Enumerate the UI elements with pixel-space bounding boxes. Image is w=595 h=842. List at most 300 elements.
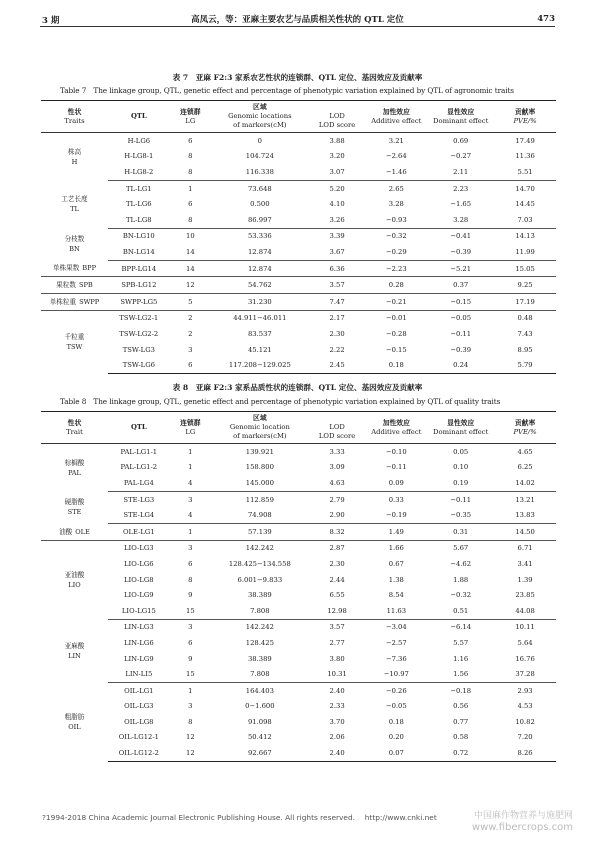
region-cell: 45.121 <box>247 345 272 354</box>
lg-cell: 1 <box>170 523 211 540</box>
qtl-cell: H-LG8-1 <box>124 152 154 161</box>
watermark-url: www.fibercrops.com <box>471 822 573 833</box>
lg-cell: 8 <box>170 212 211 228</box>
col-header-pve-zh: 贡献率 <box>514 418 536 427</box>
col-header-lod <box>309 412 366 444</box>
col-header-dominant-zh: 显性效应 <box>447 418 475 427</box>
header-rule <box>40 26 555 27</box>
qtl-cell: STE-LG4 <box>108 507 170 523</box>
issue-number: 3 期 <box>42 16 60 26</box>
table-row <box>41 491 556 507</box>
col-header-pve-en: PVE/% <box>513 116 537 125</box>
pve-cell: 4.53 <box>517 702 533 711</box>
qtl-cell: PAL-LG1-1 <box>120 447 158 456</box>
pve-cell: 1.39 <box>517 575 533 584</box>
additive-cell: 0.67 <box>388 559 404 568</box>
lod-cell: 3.70 <box>329 717 345 726</box>
lg-cell: 12 <box>186 733 195 742</box>
lod-cell: 5.20 <box>329 184 345 193</box>
qtl-cell: PAL-LG4 <box>108 475 170 491</box>
qtl-cell: PAL-LG1-2 <box>120 463 158 472</box>
pve-cell: 10.82 <box>515 717 535 726</box>
pve-cell: 10.11 <box>515 623 535 632</box>
lg-cell: 1 <box>188 686 193 695</box>
dominant-cell: −5.21 <box>427 260 494 277</box>
lg-cell: 3 <box>188 345 193 354</box>
lg-cell: 4 <box>170 475 211 491</box>
trait-name-zh: 工艺长度 <box>61 195 88 204</box>
lod-cell: 3.33 <box>329 447 345 456</box>
qtl-cell: H-LG6 <box>127 136 151 145</box>
additive-cell: −0.93 <box>365 212 427 228</box>
table8-caption-en: Table 8 The linkage group, QTL, genetic effect and percentage of phenotypic variation explained by QTL of quality traits <box>60 397 501 406</box>
pve-cell: 23.85 <box>515 591 535 600</box>
pve-cell: 3.41 <box>517 559 533 568</box>
lg-cell: 8 <box>188 575 193 584</box>
qtl-cell: LIO-LG8 <box>124 575 154 584</box>
additive-cell: −0.10 <box>385 447 407 456</box>
col-header-region <box>211 412 309 444</box>
additive-cell: −0.26 <box>385 686 407 695</box>
lod-cell: 3.57 <box>329 623 345 632</box>
lod-cell: 6.55 <box>329 591 345 600</box>
lod-cell: 2.87 <box>329 544 345 553</box>
trait-cell <box>41 619 108 682</box>
col-header-lod-abbr: LOD <box>329 423 345 431</box>
qtl-cell: TL-LG8 <box>108 212 170 228</box>
pve-cell: 7.03 <box>494 212 556 228</box>
table-row <box>41 244 556 260</box>
trait-cell <box>41 277 108 294</box>
table-row <box>41 326 556 342</box>
trait-cell <box>41 540 108 619</box>
col-header-pve-en: PVE/% <box>513 427 537 436</box>
lod-cell: 3.39 <box>329 232 345 241</box>
table-row <box>41 651 556 667</box>
region-cell: 57.139 <box>211 523 309 540</box>
col-header-pve-zh: 贡献率 <box>514 107 536 116</box>
lod-cell: 2.33 <box>329 702 345 711</box>
region-cell: 104.724 <box>245 152 274 161</box>
trait-cell <box>41 260 108 277</box>
lg-cell: 2 <box>188 314 193 323</box>
trait-cell <box>41 293 108 310</box>
lod-cell: 2.77 <box>329 638 345 647</box>
pve-cell: 2.93 <box>517 686 533 695</box>
pve-cell: 9.25 <box>494 277 556 294</box>
dominant-cell: −0.39 <box>450 345 472 354</box>
pve-cell: 14.50 <box>494 523 556 540</box>
pve-cell: 11.99 <box>494 244 556 260</box>
page-number: 473 <box>537 14 555 24</box>
dominant-cell: −6.14 <box>450 623 472 632</box>
qtl-cell: TL-LG1 <box>126 184 152 193</box>
table-row <box>41 619 556 635</box>
additive-cell: 8.54 <box>388 591 404 600</box>
region-cell: 117.208−129.025 <box>211 357 309 373</box>
lg-cell: 10 <box>186 232 195 241</box>
table-row <box>41 149 556 165</box>
qtl-cell: TSW-LG6 <box>108 357 170 373</box>
qtl-cell: LIN-LG3 <box>123 623 154 632</box>
lod-cell: 3.80 <box>329 654 345 663</box>
pve-cell: 14.70 <box>515 184 535 193</box>
col-header-dominant <box>427 412 494 444</box>
dominant-cell: 0.51 <box>427 603 494 619</box>
lod-cell: 4.63 <box>309 475 366 491</box>
trait-name-zh: 株高 <box>67 147 82 156</box>
qtl-cell: LIN-LG9 <box>123 654 154 663</box>
lg-cell: 8 <box>188 717 193 726</box>
dominant-cell: −0.35 <box>427 507 494 523</box>
additive-cell: 2.65 <box>388 184 404 193</box>
qtl-cell: OLE-LG1 <box>108 523 170 540</box>
table-row <box>41 635 556 651</box>
qtl-cell: LIO-LG9 <box>124 591 154 600</box>
pve-cell: 13.83 <box>494 507 556 523</box>
trait-name-en: TL <box>70 205 79 214</box>
trait-name-zh: 油酸 <box>59 527 73 536</box>
lod-cell: 2.40 <box>329 686 345 695</box>
additive-cell: 0.09 <box>365 475 427 491</box>
additive-cell: 1.49 <box>365 523 427 540</box>
additive-cell: −0.01 <box>385 314 407 323</box>
pve-cell: 8.26 <box>494 745 556 761</box>
additive-cell: 11.63 <box>365 603 427 619</box>
additive-cell: −0.11 <box>385 463 407 472</box>
col-header-region-zh: 区域 <box>253 414 267 422</box>
trait-name-zh: 硬脂酸 <box>64 498 85 507</box>
table-row <box>41 212 556 228</box>
qtl-cell: LIO-LG3 <box>124 544 154 553</box>
trait-name-en: LIN <box>68 651 81 660</box>
dominant-cell: −0.05 <box>450 314 472 323</box>
dominant-cell: 0.37 <box>427 277 494 294</box>
trait-name-zh: 亚油酸 <box>64 570 85 579</box>
table8-caption-zh: 表 8 亚麻 F2:3 家系品质性状的连锁群、QTL 定位、基因效应及贡献率 <box>172 383 423 392</box>
col-header-region-zh: 区域 <box>253 103 267 111</box>
col-header-trait-zh: 性状 <box>67 107 82 116</box>
lg-cell: 3 <box>188 623 193 632</box>
lg-cell: 9 <box>188 654 193 663</box>
col-header-qtl-zh: QTL <box>130 112 147 120</box>
table8 <box>41 411 556 762</box>
lg-cell: 5 <box>170 293 211 310</box>
additive-cell: −0.19 <box>365 507 427 523</box>
col-header-lg-en: LG <box>185 427 196 436</box>
trait-name-en: SWPP <box>79 297 100 306</box>
trait-cell <box>41 682 108 761</box>
additive-cell: −2.23 <box>365 260 427 277</box>
region-cell: 53.336 <box>247 232 272 241</box>
region-cell: 164.403 <box>245 686 274 695</box>
table-row <box>41 572 556 588</box>
col-header-lg-zh: 连锁群 <box>180 418 201 427</box>
dominant-cell: −4.62 <box>450 559 472 568</box>
col-header-trait <box>41 412 108 444</box>
pve-cell: 14.45 <box>515 200 535 209</box>
lod-cell: 2.22 <box>329 345 345 354</box>
dominant-cell: 1.88 <box>453 575 469 584</box>
lg-cell: 1 <box>188 463 193 472</box>
table-row <box>41 444 556 460</box>
table7-caption-en: Table 7 The linkage group, QTL, genetic effect and percentage of phenotypic variation explained by QTL of agronomic traits <box>60 86 514 95</box>
running-header <box>0 8 595 28</box>
lod-cell: 2.06 <box>329 733 345 742</box>
region-cell: 83.537 <box>247 329 272 338</box>
pve-cell: 5.51 <box>494 164 556 180</box>
dominant-cell: 0.58 <box>453 733 469 742</box>
table-row <box>41 682 556 698</box>
table-row <box>41 277 556 294</box>
region-cell: 0 <box>257 136 262 145</box>
table-row <box>41 507 556 523</box>
lod-cell: 3.57 <box>309 277 366 294</box>
region-cell: 116.338 <box>211 164 309 180</box>
additive-cell: −3.04 <box>385 623 407 632</box>
lg-cell: 12 <box>170 277 211 294</box>
trait-cell <box>41 133 108 181</box>
lg-cell: 6 <box>188 200 193 209</box>
additive-cell: 0.33 <box>388 495 404 504</box>
pve-cell: 5.64 <box>517 638 533 647</box>
lod-cell: 2.30 <box>329 329 345 338</box>
dominant-cell: 0.10 <box>453 463 469 472</box>
lod-cell: 3.88 <box>329 136 345 145</box>
qtl-cell: LIN-LG6 <box>123 638 154 647</box>
col-header-additive-zh: 加性效应 <box>382 418 410 427</box>
trait-name-en: TSW <box>66 342 83 351</box>
region-cell: 38.389 <box>247 654 272 663</box>
col-header-additive-zh: 加性效应 <box>382 107 410 116</box>
lod-cell: 3.07 <box>309 164 366 180</box>
additive-cell: 0.18 <box>388 717 404 726</box>
pve-cell: 17.49 <box>515 136 535 145</box>
col-header-dominant-en: Dominant effect <box>433 427 489 436</box>
dominant-cell: 0.19 <box>427 475 494 491</box>
lg-cell: 2 <box>188 329 193 338</box>
region-cell: 91.098 <box>247 717 272 726</box>
col-header-additive-en: Additive effect <box>371 427 422 436</box>
table-row <box>41 180 556 196</box>
dominant-cell: 0.31 <box>427 523 494 540</box>
trait-name-zh: 单株果数 <box>52 264 80 273</box>
dominant-cell: 2.23 <box>453 184 469 193</box>
table-row <box>41 730 556 746</box>
lod-cell: 3.09 <box>329 463 345 472</box>
qtl-cell: STE-LG3 <box>123 495 155 504</box>
region-cell: 7.808 <box>211 666 309 682</box>
trait-cell <box>41 310 108 373</box>
trait-name-zh: 单株粒重 <box>49 297 77 306</box>
dominant-cell: −0.18 <box>450 686 472 695</box>
table-row <box>41 475 556 491</box>
qtl-cell: LIN-LI5 <box>108 666 170 682</box>
region-cell: 12.874 <box>211 244 309 260</box>
lod-cell: 3.26 <box>309 212 366 228</box>
region-cell: 92.667 <box>211 745 309 761</box>
region-cell: 12.874 <box>211 260 309 277</box>
trait-name-zh: 千粒重 <box>64 332 85 341</box>
qtl-cell: OIL-LG12-1 <box>118 733 159 742</box>
qtl-cell: TSW-LG2-1 <box>119 314 159 323</box>
qtl-cell: OIL-LG12-2 <box>108 745 170 761</box>
region-cell: 139.921 <box>245 447 274 456</box>
region-cell: 128.425 <box>245 638 274 647</box>
col-header-lg-en: LG <box>185 116 196 125</box>
col-header-region-en: Genomic locations <box>228 112 292 120</box>
watermark-text: 中国麻作物营养与施肥网 <box>473 811 573 821</box>
table7-caption-zh: 表 7 亚麻 F2:3 家系农艺性状的连锁群、QTL 定位、基因效应及贡献率 <box>172 73 423 82</box>
dominant-cell: 0.69 <box>453 136 469 145</box>
additive-cell: −2.57 <box>385 638 407 647</box>
qtl-cell: TSW-LG3 <box>122 345 155 354</box>
pve-cell: 14.02 <box>494 475 556 491</box>
region-cell: 44.911−46.011 <box>233 314 287 323</box>
trait-name-en: OLE <box>75 527 90 536</box>
lg-cell: 4 <box>170 507 211 523</box>
region-cell: 0.500 <box>250 200 270 209</box>
table-row <box>41 196 556 212</box>
region-cell: 86.997 <box>211 212 309 228</box>
region-cell: 0−1.600 <box>245 702 275 711</box>
lg-cell: 15 <box>170 603 211 619</box>
trait-name-en: H <box>71 157 78 166</box>
col-header-region-en: Genomic location <box>229 423 290 431</box>
col-header-dominant <box>427 101 494 133</box>
dominant-cell: −0.41 <box>450 232 472 241</box>
pve-cell: 7.20 <box>517 733 533 742</box>
header-row <box>41 412 556 444</box>
col-header-additive-en: Additive effect <box>371 116 422 125</box>
col-header-lg <box>170 101 211 133</box>
additive-cell: 3.28 <box>388 200 404 209</box>
copyright-footer: ?1994-2018 China Academic Journal Electronic Publishing House. All rights reserved. http://www.cnki.net <box>42 813 437 822</box>
running-title: 高凤云，等：亚麻主要农艺与品质相关性状的 QTL 定位 <box>191 15 404 25</box>
table-row <box>41 666 556 682</box>
table-row <box>41 164 556 180</box>
additive-cell: −7.36 <box>385 654 407 663</box>
region-cell: 54.762 <box>211 277 309 294</box>
lg-cell: 6 <box>188 559 193 568</box>
qtl-cell: OIL-LG1 <box>124 686 154 695</box>
additive-cell: 0.18 <box>365 357 427 373</box>
lg-cell: 1 <box>188 447 193 456</box>
pve-cell: 13.21 <box>515 495 535 504</box>
pve-cell: 7.43 <box>517 329 533 338</box>
region-cell: 31.230 <box>211 293 309 310</box>
region-cell: 6.001−9.833 <box>237 575 283 584</box>
region-cell: 145.000 <box>211 475 309 491</box>
region-cell: 128.425−134.558 <box>228 559 291 568</box>
lg-cell: 15 <box>170 666 211 682</box>
col-header-trait-en: Trait <box>66 427 83 436</box>
dominant-cell: 1.56 <box>427 666 494 682</box>
col-header-dominant-en: Dominant effect <box>433 116 489 125</box>
additive-cell: −0.05 <box>385 702 407 711</box>
lod-cell: 2.17 <box>329 314 345 323</box>
trait-name-en: PAL <box>67 468 81 477</box>
region-cell: 142.242 <box>245 623 274 632</box>
trait-cell <box>41 491 108 523</box>
col-header-pve <box>494 412 556 444</box>
pve-cell: 37.28 <box>494 666 556 682</box>
additive-cell: 0.20 <box>388 733 404 742</box>
dominant-cell: −1.65 <box>450 200 472 209</box>
table-row <box>41 603 556 619</box>
qtl-cell: SPB-LG12 <box>108 277 170 294</box>
additive-cell: −2.64 <box>385 152 407 161</box>
trait-name-en: SPB <box>78 281 93 290</box>
table-row <box>41 540 556 556</box>
region-cell: 73.648 <box>247 184 272 193</box>
lg-cell: 6 <box>170 357 211 373</box>
qtl-cell: LIO-LG15 <box>108 603 170 619</box>
trait-name-zh: 分枝数 <box>64 235 85 244</box>
pve-cell: 17.19 <box>494 293 556 310</box>
qtl-cell: BN-LG10 <box>122 232 155 241</box>
lg-cell: 1 <box>188 184 193 193</box>
trait-name-en: BN <box>69 245 80 254</box>
col-header-lod-abbr: LOD <box>329 112 345 120</box>
col-header-pve <box>494 101 556 133</box>
lod-cell: 2.30 <box>329 559 345 568</box>
qtl-cell: OIL-LG3 <box>124 702 154 711</box>
qtl-cell: TL-LG6 <box>126 200 152 209</box>
region-cell: 112.859 <box>245 495 274 504</box>
qtl-cell: H-LG8-2 <box>108 164 170 180</box>
dominant-cell: 2.11 <box>427 164 494 180</box>
lg-cell: 6 <box>188 638 193 647</box>
trait-name-zh: 亚麻酸 <box>64 641 85 650</box>
lg-cell: 8 <box>188 152 193 161</box>
additive-cell: −10.97 <box>365 666 427 682</box>
trait-name-en: STE <box>67 508 82 517</box>
trait-name-zh: 棕榈酸 <box>64 458 85 467</box>
dominant-cell: −0.11 <box>450 329 472 338</box>
lod-cell: 8.32 <box>309 523 366 540</box>
pve-cell: 0.48 <box>517 314 533 323</box>
dominant-cell: 5.57 <box>453 638 469 647</box>
col-header-lod-label <box>309 103 366 112</box>
pve-cell: 4.65 <box>517 447 533 456</box>
lg-cell: 8 <box>170 164 211 180</box>
table-row <box>41 745 556 761</box>
lg-cell: 12 <box>170 745 211 761</box>
additive-cell: 0.07 <box>365 745 427 761</box>
additive-cell: −0.28 <box>385 329 407 338</box>
lg-cell: 14 <box>170 244 211 260</box>
additive-cell: 3.21 <box>388 136 404 145</box>
col-header-region <box>211 101 309 133</box>
lod-cell: 2.45 <box>309 357 366 373</box>
col-header-qtl <box>108 412 170 444</box>
table-row <box>41 523 556 540</box>
additive-cell: −1.46 <box>365 164 427 180</box>
dominant-cell: −0.11 <box>450 495 472 504</box>
region-cell: 7.808 <box>211 603 309 619</box>
dominant-cell: 5.67 <box>453 544 469 553</box>
dominant-cell: −0.32 <box>450 591 472 600</box>
qtl-cell: BN-LG14 <box>108 244 170 260</box>
col-header-additive <box>365 412 427 444</box>
additive-cell: −0.29 <box>365 244 427 260</box>
trait-cell <box>41 180 108 228</box>
lod-cell: 2.40 <box>309 745 366 761</box>
pve-cell: 11.36 <box>515 152 535 161</box>
lod-cell: 4.10 <box>329 200 345 209</box>
dominant-cell: −0.15 <box>427 293 494 310</box>
